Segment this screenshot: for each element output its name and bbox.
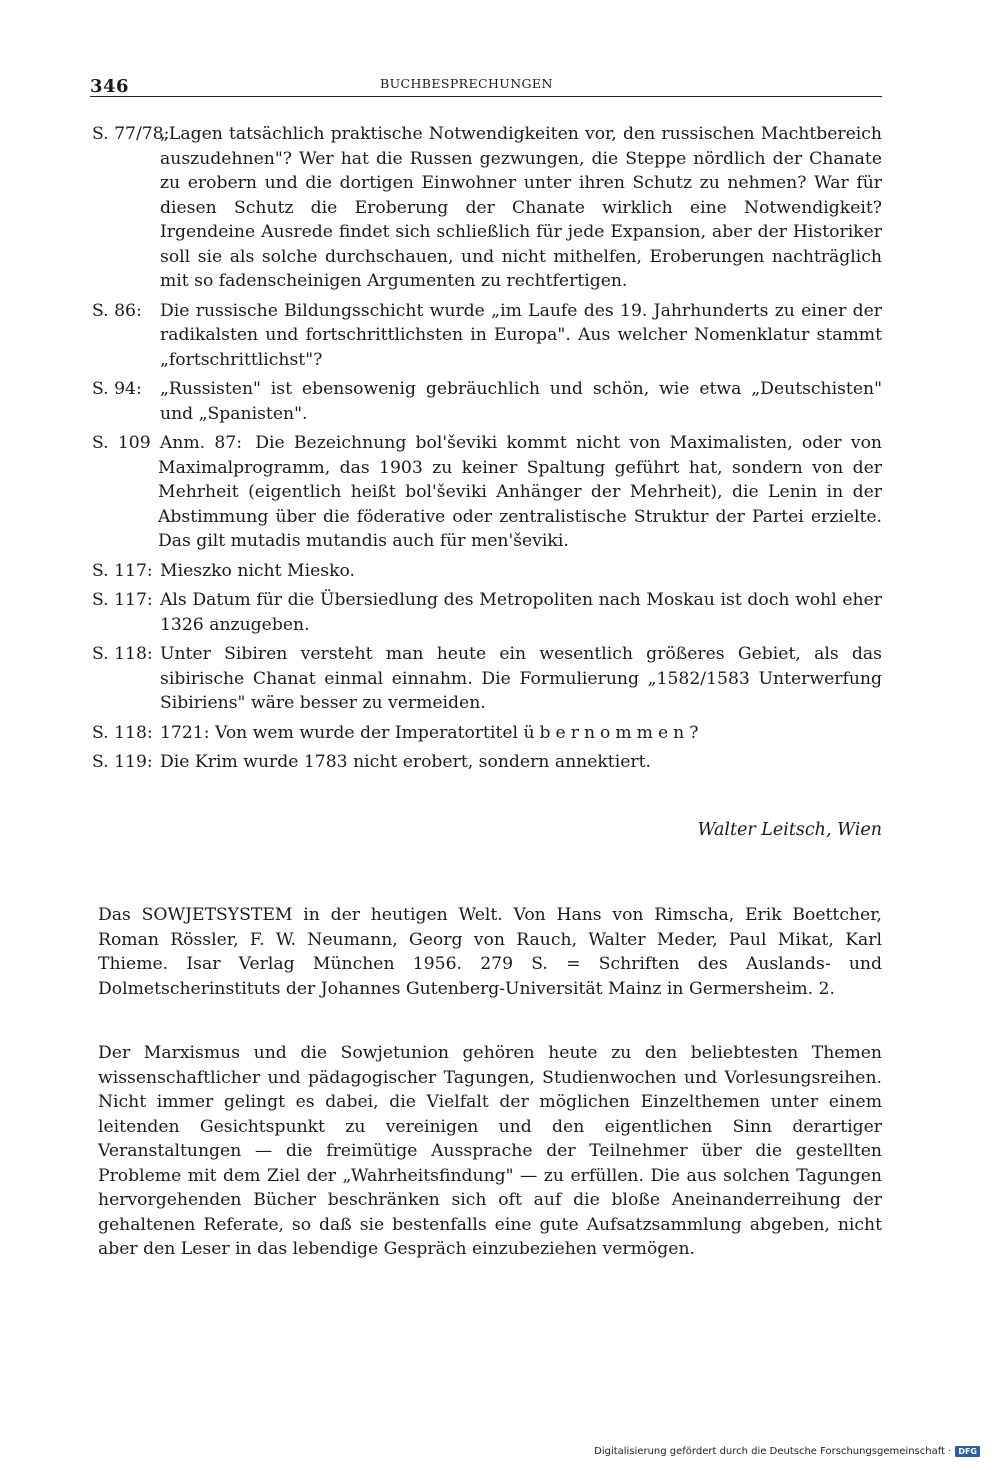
footer-credit [594,1446,980,1457]
note-ref: S. 77/78: [92,124,170,144]
note-ref: S. 119: [92,752,153,772]
note-ref: S. 118: [92,722,153,743]
note-text [160,721,882,746]
note-item [92,299,882,373]
note-text: Die russische Bildungsschicht wurde „im Laufe des 19. Jahrhunderts zu einer der radikalsten und fortschrittlichsten in Europa". Aus welcher Nomenklatur stammt „fortschrittlichst"? [160,300,882,370]
note-ref: S. 117: [92,560,153,581]
note-text-after: ? [689,722,699,743]
note-ref: S. 109 Anm. 87: [92,433,242,453]
review-body-paragraph: Der Marxismus und die Sowjetunion gehören heute zu den beliebtesten Themen wissenschaftlicher und pädagogischer Tagungen, Studienwochen und Vorlesungsreihen. Nicht immer gelingt es dabei, die Vielfalt der möglichen Einzelthemen unter einem leitenden Gesichtspunkt zu vereinigen und den eigentlichen Sinn derartiger Veranstaltungen — die freimütige Aussprache der Teilnehmer über die gestellten Probleme mit dem Ziel der „Wahrheitsfindung" — zu erfüllen. Die aus solchen Tagungen hervorgehenden Bücher beschränken sich oft auf die bloße Aneinanderreihung der gehaltenen Referate, so daß sie bestenfalls eine gute Aufsatzsammlung abgeben, nicht aber den Leser in das lebendige Gespräch einzubeziehen vermögen. [98,1043,882,1259]
note-item [92,122,882,294]
review-bibliographic-entry: Das SOWJETSYSTEM in der heutigen Welt. Von Hans von Rimscha, Erik Boettcher, Roman Rössler, F. W. Neumann, Georg von Rauch, Walter Meder, Paul Mikat, Karl Thieme. Isar Verlag München 1956. 279 S. = Schriften des Auslands- und Dolmetscherinstituts der Johannes Gutenberg-Universität Mainz in Germersheim. 2. [98,905,882,999]
note-text-spaced: übernommen [523,722,690,743]
note-item [92,588,882,637]
header-rule [90,96,882,97]
note-ref: S. 94: [92,379,142,399]
note-text-before: 1721: Von wem wurde der Imperatortitel [160,722,524,743]
page-number: 346 [90,76,130,97]
note-text: Die Bezeichnung bol'ševiki kommt nicht von Maximalisten, oder von Maximalprogramm, das 1903 zu keiner Spaltung geführt hat, sondern von der Mehrheit (eigentlich heißt bol'ševiki Anhänger der Mehrheit), die Lenin in der Abstimmung über die föderative oder zentralistische Struktur der Partei erzielte. Das gilt mutadis mutandis auch für men'ševiki. [158,433,882,551]
note-ref: S. 118: [92,644,153,664]
note-item [92,559,882,584]
note-text: Unter Sibiren versteht man heute ein wesentlich größeres Gebiet, als das sibirische Chanat einmal einnahm. Die Formulierung „1582/1583 Unterwerfung Sibiriens" wäre besser zu vermeiden. [160,644,882,713]
note-ref: S. 86: [92,300,142,321]
note-item [92,642,882,716]
dfg-logo-icon: DFG [955,1446,980,1457]
note-item [92,431,882,554]
note-text: „Lagen tatsächlich praktische Notwendigkeiten vor, den russischen Machtbereich auszudehnen"? Wer hat die Russen gezwungen, die Steppe nördlich der Chanate zu erobern und die dortigen Einwohner unter ihren Schutz zu nehmen? War für diesen Schutz die Eroberung der Chanate wirklich eine Notwendigkeit? Irgendeine Ausrede findet sich schließlich für jede Expansion, aber der Historiker soll sie als solche durchschauen, und nicht mithelfen, Eroberungen nachträglich mit so fadenscheinigen Argumenten zu rechtfertigen. [160,124,882,291]
note-text: Die Krim wurde 1783 nicht erobert, sondern annektiert. [160,752,651,772]
running-head: BUCHBESPRECHUNGEN [380,76,553,91]
note-item [92,750,882,775]
note-item [92,377,882,426]
note-ref: S. 117: [92,590,153,610]
note-item [92,721,882,746]
review-notes-list [92,122,882,780]
note-text: Als Datum für die Übersiedlung des Metropoliten nach Moskau ist doch wohl eher 1326 anzugeben. [160,590,882,635]
note-text: „Russisten" ist ebensowenig gebräuchlich und schön, wie etwa „Deutschisten" und „Spanisten". [160,379,882,424]
reviewer-signature: Walter Leitsch, Wien [697,820,882,840]
note-text: Mieszko nicht Miesko. [160,560,356,581]
footer-text: Digitalisierung gefördert durch die Deutsche Forschungsgemeinschaft · [594,1446,952,1457]
